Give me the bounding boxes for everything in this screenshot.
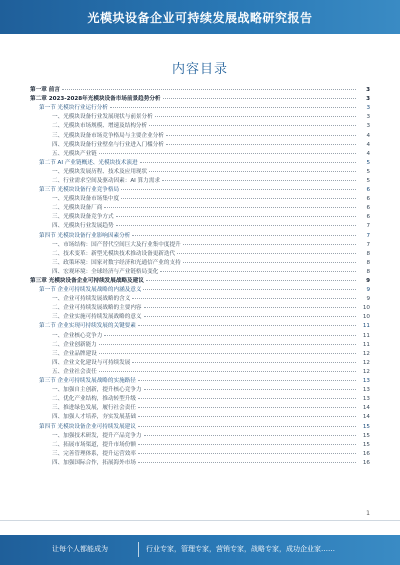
toc-section-entry[interactable] (30, 232, 370, 241)
toc-dot-leader (62, 89, 356, 90)
toc-subsection-entry[interactable] (30, 350, 370, 359)
toc-entry-page: 3 (366, 123, 370, 130)
toc-entry-page: 11 (362, 341, 370, 348)
toc-subsection-entry[interactable] (30, 341, 370, 350)
toc-entry-label: 三、政策环境：国家对数字经济和光通信产业的支持 (52, 259, 181, 266)
toc-dot-leader (138, 444, 356, 445)
page-number: 1 (366, 510, 370, 517)
toc-entry-page: 4 (366, 132, 370, 139)
toc-subsection-entry[interactable] (30, 122, 370, 131)
table-of-contents (30, 86, 370, 468)
toc-chapter-entry[interactable] (30, 95, 370, 104)
toc-subsection-entry[interactable] (30, 432, 370, 441)
toc-entry-page: 9 (366, 296, 370, 303)
toc-entry-page: 12 (362, 350, 370, 357)
toc-entry-label: 一、加强技术研发，提升产品竞争力 (52, 432, 142, 439)
toc-entry-label: 一、光模块发展历程、技术及应用现状 (52, 168, 148, 175)
toc-subsection-entry[interactable] (30, 250, 370, 259)
toc-entry-label: 第一章 前言 (30, 87, 60, 94)
toc-subsection-entry[interactable] (30, 241, 370, 250)
toc-dot-leader (162, 180, 356, 181)
toc-subsection-entry[interactable] (30, 177, 370, 186)
toc-dot-leader (149, 125, 356, 126)
toc-entry-page: 13 (362, 387, 370, 394)
toc-entry-page: 7 (366, 223, 370, 230)
toc-dot-leader (138, 462, 356, 463)
toc-dot-leader (140, 162, 356, 163)
toc-dot-leader (160, 271, 356, 272)
toc-entry-label: 第四节 光模块设备企业可持续发展建议 (39, 423, 136, 430)
toc-entry-label: 三、光模块设备市场竞争格局与主要企业分析 (52, 132, 164, 139)
toc-entry-page: 9 (366, 287, 370, 294)
toc-subsection-entry[interactable] (30, 259, 370, 268)
toc-entry-label: 二、光模块设备厂商 (52, 205, 103, 212)
toc-entry-label: 一、市场结构：国产替代空间巨大及行业集中度提升 (52, 241, 181, 248)
toc-entry-label: 五、企业社会责任 (52, 368, 97, 375)
toc-subsection-entry[interactable] (30, 295, 370, 304)
toc-subsection-entry[interactable] (30, 195, 370, 204)
footer-divider (0, 520, 400, 521)
toc-subsection-entry[interactable] (30, 150, 370, 159)
toc-entry-label: 四、企业文化建设与可持续发展 (52, 359, 131, 366)
toc-entry-label: 三、推进绿色发展，履行社会责任 (52, 405, 136, 412)
toc-subsection-entry[interactable] (30, 359, 370, 368)
toc-subsection-entry[interactable] (30, 395, 370, 404)
toc-dot-leader (146, 280, 356, 281)
toc-dot-leader (166, 135, 356, 136)
toc-subsection-entry[interactable] (30, 459, 370, 468)
toc-subsection-entry[interactable] (30, 368, 370, 377)
toc-entry-label: 第二章 2023-2028年光模块设备市场前景趋势分析 (30, 96, 161, 103)
toc-dot-leader (163, 98, 356, 99)
toc-entry-page: 11 (362, 332, 370, 339)
toc-entry-page: 8 (366, 259, 370, 266)
report-title: 光模块设备企业可持续发展战略研究报告 (87, 11, 313, 25)
toc-entry-page: 3 (366, 105, 370, 112)
toc-entry-page: 7 (366, 232, 370, 239)
toc-entry-label: 三、企业品牌建设 (52, 350, 97, 357)
footer-slogan-right: 行业专家，管理专家，营销专家，战略专家，成功企业家…… (146, 545, 335, 553)
toc-subsection-entry[interactable] (30, 168, 370, 177)
toc-entry-label: 第四节 光模块设备行业影响因素分析 (39, 232, 131, 239)
toc-entry-page: 3 (366, 96, 370, 103)
toc-entry-page: 16 (362, 450, 370, 457)
toc-subsection-entry[interactable] (30, 268, 370, 277)
toc-entry-page: 6 (366, 187, 370, 194)
toc-entry-page: 13 (362, 378, 370, 385)
toc-subsection-entry[interactable] (30, 304, 370, 313)
toc-entry-page: 10 (362, 314, 370, 321)
toc-entry-page: 8 (366, 268, 370, 275)
toc-section-entry[interactable] (30, 322, 370, 331)
toc-entry-page: 14 (362, 405, 370, 412)
toc-entry-page: 6 (366, 214, 370, 221)
toc-entry-page: 5 (366, 168, 370, 175)
toc-entry-page: 14 (362, 414, 370, 421)
toc-dot-leader (104, 335, 356, 336)
toc-dot-leader (132, 298, 356, 299)
toc-dot-leader (144, 307, 356, 308)
toc-entry-page: 8 (366, 250, 370, 257)
toc-entry-page: 6 (366, 196, 370, 203)
toc-section-entry[interactable] (30, 422, 370, 431)
toc-entry-page: 11 (362, 323, 370, 330)
toc-subsection-entry[interactable] (30, 332, 370, 341)
toc-entry-label: 四、加强人才培养，夯实发展基础 (52, 414, 136, 421)
toc-dot-leader (183, 244, 356, 245)
toc-entry-label: 第三节 企业可持续发展战略的实施路径 (39, 378, 136, 385)
toc-subsection-entry[interactable] (30, 450, 370, 459)
toc-entry-page: 12 (362, 368, 370, 375)
toc-entry-label: 四、加强国际合作，拓展海外市场 (52, 459, 136, 466)
toc-entry-label: 三、光模块设备竞争方式 (52, 214, 114, 221)
toc-dot-leader (138, 453, 356, 454)
toc-entry-label: 四、光模块行业发展趋势 (52, 223, 114, 230)
toc-subsection-entry[interactable] (30, 222, 370, 231)
toc-chapter-entry[interactable] (30, 277, 370, 286)
toc-dot-leader (132, 362, 356, 363)
toc-dot-leader (166, 144, 356, 145)
toc-section-entry[interactable] (30, 286, 370, 295)
toc-entry-page: 4 (366, 141, 370, 148)
toc-entry-label: 第二节 企业实现可持续发展的关键要素 (39, 323, 136, 330)
footer-banner (0, 535, 400, 565)
toc-entry-label: 二、拓展市场渠道，提升市场份额 (52, 441, 136, 448)
report-header-banner (0, 0, 400, 34)
toc-entry-label: 一、光模块设备市场集中度 (52, 196, 120, 203)
toc-dot-leader (183, 262, 356, 263)
toc-dot-leader (99, 353, 356, 354)
toc-section-entry[interactable] (30, 186, 370, 195)
toc-dot-leader (99, 153, 356, 154)
toc-dot-leader (121, 198, 356, 199)
toc-chapter-entry[interactable] (30, 86, 370, 95)
toc-dot-leader (177, 253, 356, 254)
toc-entry-page: 9 (366, 278, 370, 285)
toc-entry-label: 第二节 AI 产业链概述、光模块技术演进 (39, 159, 138, 166)
toc-entry-page: 5 (366, 177, 370, 184)
toc-section-entry[interactable] (30, 377, 370, 386)
toc-entry-page: 16 (362, 459, 370, 466)
toc-entry-page: 4 (366, 150, 370, 157)
toc-dot-leader (138, 398, 356, 399)
toc-entry-page: 15 (362, 423, 370, 430)
toc-subsection-entry[interactable] (30, 413, 370, 422)
toc-entry-page: 15 (362, 432, 370, 439)
toc-dot-leader (116, 216, 356, 217)
footer-slogan-left: 让每个人都能成为 (52, 545, 108, 553)
toc-entry-label: 第三章 光模块设备企业可持续发展战略及建议 (30, 278, 144, 285)
toc-entry-label: 三、完善管理体系，提升运营效率 (52, 450, 136, 457)
toc-entry-label: 二、企业创新能力 (52, 341, 97, 348)
toc-dot-leader (138, 426, 356, 427)
toc-entry-label: 三、企业实施可持续发展战略的意义 (52, 314, 142, 321)
toc-entry-label: 一、加强自主创新，提升核心竞争力 (52, 387, 142, 394)
toc-dot-leader (149, 171, 356, 172)
toc-entry-label: 一、企业可持续发展战略的含义 (52, 296, 131, 303)
toc-dot-leader (143, 289, 356, 290)
toc-dot-leader (132, 235, 356, 236)
toc-entry-page: 6 (366, 205, 370, 212)
toc-entry-label: 二、优化产业结构，推动转型升级 (52, 396, 136, 403)
toc-entry-label: 一、企业核心竞争力 (52, 332, 103, 339)
toc-dot-leader (99, 344, 356, 345)
toc-subsection-entry[interactable] (30, 441, 370, 450)
toc-subsection-entry[interactable] (30, 131, 370, 140)
toc-subsection-entry[interactable] (30, 141, 370, 150)
toc-dot-leader (116, 225, 356, 226)
toc-subsection-entry[interactable] (30, 404, 370, 413)
toc-dot-leader (138, 416, 356, 417)
toc-subsection-entry[interactable] (30, 386, 370, 395)
toc-dot-leader (104, 207, 356, 208)
toc-entry-label: 第一节 光模块行业运行分析 (39, 105, 108, 112)
toc-entry-label: 二、企业可持续发展战略的主要内容 (52, 305, 142, 312)
toc-dot-leader (138, 380, 356, 381)
toc-entry-label: 二、行业需求空间及驱动因素：AI 算力需求 (52, 177, 160, 184)
toc-entry-page: 13 (362, 396, 370, 403)
toc-dot-leader (121, 189, 356, 190)
toc-entry-page: 5 (366, 159, 370, 166)
toc-entry-label: 第三节 光模块设备行业竞争格局 (39, 187, 120, 194)
toc-dot-leader (144, 435, 356, 436)
toc-entry-label: 二、光模块市场规模、增速及结构分析 (52, 123, 148, 130)
footer-separator (138, 542, 139, 557)
toc-section-entry[interactable] (30, 159, 370, 168)
toc-dot-leader (144, 316, 356, 317)
toc-entry-page: 12 (362, 359, 370, 366)
toc-dot-leader (144, 389, 356, 390)
toc-section-entry[interactable] (30, 104, 370, 113)
toc-subsection-entry[interactable] (30, 113, 370, 122)
toc-dot-leader (138, 325, 356, 326)
toc-dot-leader (99, 371, 356, 372)
toc-dot-leader (138, 407, 356, 408)
toc-entry-label: 四、宏观环境：全球经济与产业链格局变化 (52, 268, 159, 275)
toc-entry-label: 四、光模块设备行业壁垒与行业进入门槛分析 (52, 141, 164, 148)
toc-dot-leader (155, 116, 356, 117)
toc-entry-label: 第一节 企业可持续发展战略的内涵及意义 (39, 287, 142, 294)
toc-heading: 内容目录 (171, 62, 228, 77)
toc-dot-leader (110, 107, 356, 108)
toc-subsection-entry[interactable] (30, 213, 370, 222)
toc-entry-label: 一、光模块设备行业发展现状与前景分析 (52, 114, 153, 121)
toc-entry-label: 二、技术变革：新型光模块技术推动设备更新迭代 (52, 250, 176, 257)
toc-subsection-entry[interactable] (30, 313, 370, 322)
toc-entry-page: 7 (366, 241, 370, 248)
toc-entry-page: 15 (362, 441, 370, 448)
toc-entry-page: 3 (366, 87, 370, 94)
toc-subsection-entry[interactable] (30, 204, 370, 213)
toc-entry-page: 10 (362, 305, 370, 312)
toc-entry-label: 五、光模块产业链 (52, 150, 97, 157)
toc-entry-page: 3 (366, 114, 370, 121)
